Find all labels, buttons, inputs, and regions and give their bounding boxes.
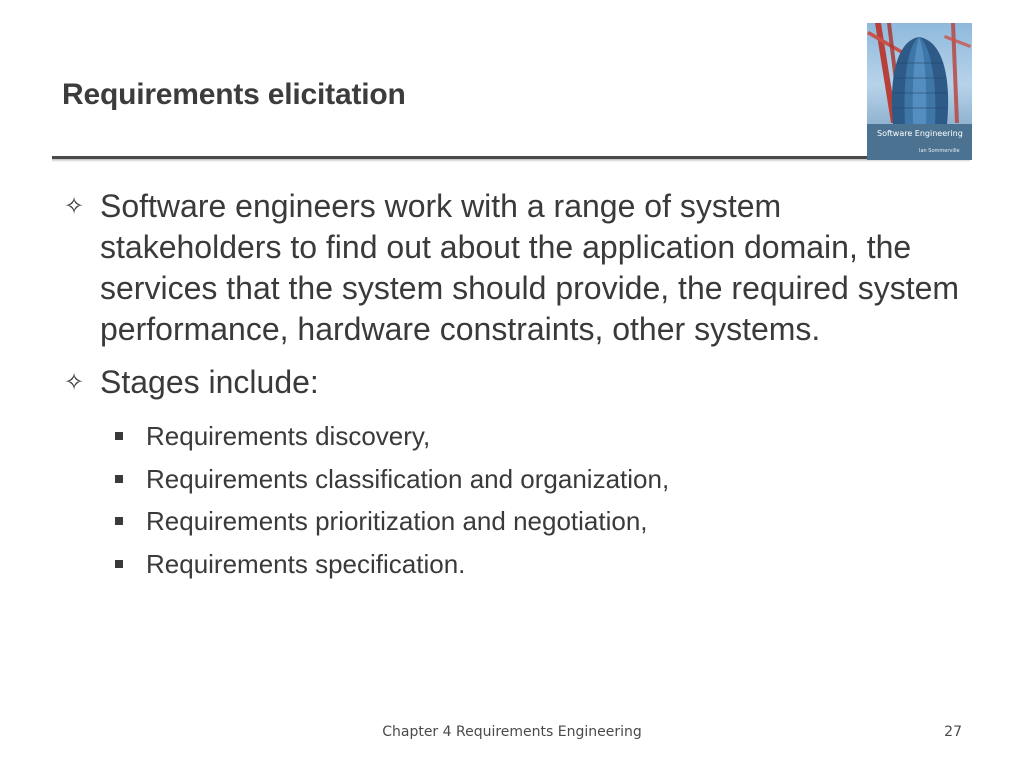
sub-bullet-list (62, 415, 962, 585)
book-cover-image (867, 23, 972, 160)
book-cover-author: Ian Sommerville (919, 148, 960, 154)
sub-bullet-text: Requirements discovery, (146, 421, 431, 451)
sub-bullet-item (62, 415, 962, 458)
sub-bullet-text: Requirements prioritization and negotiation, (146, 506, 648, 536)
sub-bullet-item (62, 500, 962, 543)
page-number: 27 (944, 724, 962, 740)
slide-content (62, 186, 962, 585)
title-divider-shadow (52, 159, 970, 162)
bullet-item (62, 362, 962, 403)
sub-bullet-text: Requirements specification. (146, 548, 466, 579)
slide-title: Requirements elicitation (62, 78, 406, 111)
bullet-text: Stages include: (100, 364, 319, 400)
sub-bullet-item (62, 458, 962, 501)
square-bullet-icon (115, 475, 123, 483)
four-pointed-star-outline-icon: ✧ (64, 192, 85, 220)
sub-bullet-text: Requirements classification and organization, (146, 463, 670, 494)
sub-bullet-item (62, 543, 962, 586)
bullet-item (62, 186, 962, 350)
bullet-text: Software engineers work with a range of system stakeholders to find out about the application domain, the services that the system should provide, the required system performance, hardware constraints, other systems. (100, 188, 960, 347)
book-cover-title: Software Engineering (877, 129, 963, 138)
square-bullet-icon (115, 517, 123, 525)
square-bullet-icon (115, 432, 123, 440)
four-pointed-star-outline-icon: ✧ (64, 368, 85, 396)
square-bullet-icon (115, 560, 123, 568)
footer-chapter-title: Chapter 4 Requirements Engineering (382, 724, 642, 740)
